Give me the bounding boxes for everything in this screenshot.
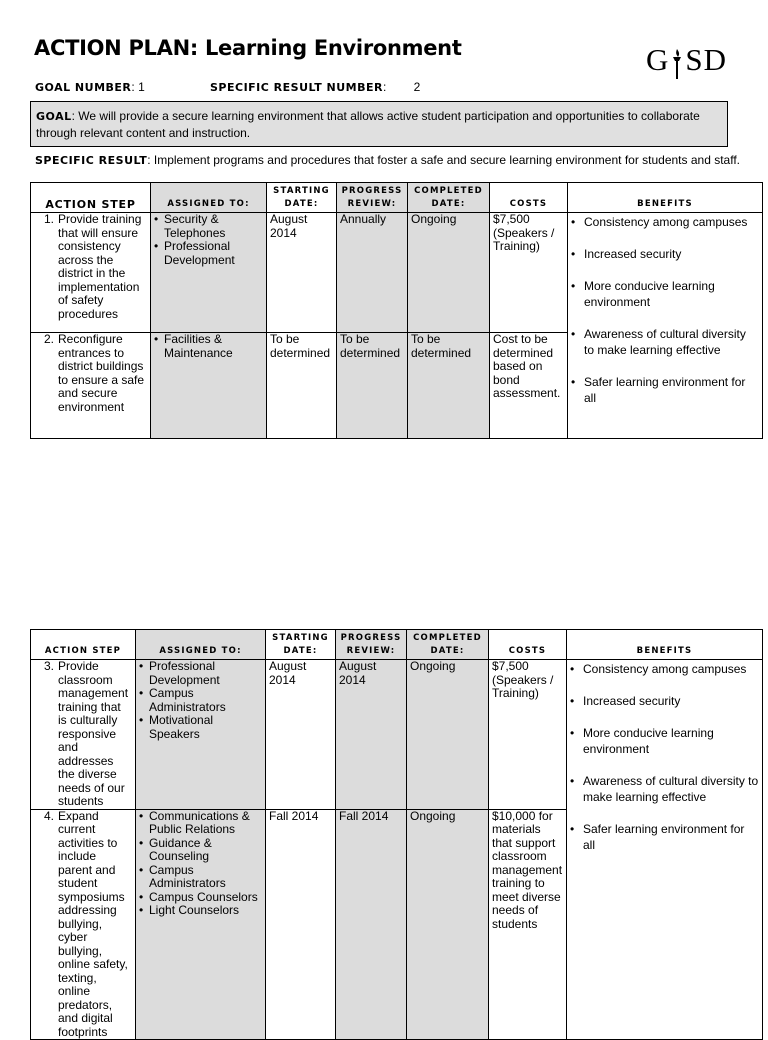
action-step-cell: 1. Provide training that will ensure consistency across the district in the implementation of safety procedures	[31, 213, 151, 333]
action-step-cell: 2. Reconfigure entrances to district buildings to ensure a safe and secure environment	[31, 333, 151, 439]
starting-cell: To be determined	[267, 333, 337, 439]
table-row	[31, 213, 763, 333]
progress-cell: Fall 2014	[336, 809, 407, 1040]
benefits-cell: • Consistency among campuses • Increased security • More conducive learning environment • Awareness of cultural diversity to make learning effective • Safer learning environment for all	[567, 660, 763, 1040]
col-action-step: ACTION STEP	[31, 183, 151, 213]
action-step-cell: 4. Expand current activities to include parent and student symposiums addressing bullying, cyber bullying, online safety, texting, online predators, and digital footprints	[31, 809, 136, 1040]
specific-result-number: SPECIFIC RESULT NUMBER: 2	[210, 80, 421, 94]
specific-result: SPECIFIC RESULT: Implement programs and procedures that foster a safe and secure learning environment for students and staff.	[35, 153, 740, 167]
torch-icon	[670, 48, 684, 78]
action-step-cell: 3. Provide classroom management training that is culturally responsive and addresses the diverse needs of our students	[31, 660, 136, 810]
completed-cell: To be determined	[408, 333, 490, 439]
gisd-logo: G SD	[646, 42, 728, 77]
col-progress-review: PROGRESS REVIEW:	[337, 183, 408, 213]
assigned-cell: • Security & Telephones • Professional Development	[151, 213, 267, 333]
completed-cell: Ongoing	[407, 809, 489, 1040]
col-completed-date: COMPLETED DATE:	[407, 630, 489, 660]
starting-cell: August 2014	[266, 660, 336, 810]
costs-cell: $10,000 for materials that support classroom management training to meet diverse needs of students	[489, 809, 567, 1040]
progress-cell: August 2014	[336, 660, 407, 810]
col-completed-date: COMPLETED DATE:	[408, 183, 490, 213]
col-assigned-to: ASSIGNED TO:	[151, 183, 267, 213]
action-table-1	[30, 182, 763, 439]
assigned-cell: • Communications & Public Relations • Guidance & Counseling • Campus Administrators • Campus Counselors • Light Counselors	[136, 809, 266, 1040]
progress-cell: Annually	[337, 213, 408, 333]
progress-cell: To be determined	[337, 333, 408, 439]
starting-cell: August 2014	[267, 213, 337, 333]
action-table-2	[30, 629, 763, 1040]
table-row	[31, 660, 763, 810]
col-costs: COSTS	[490, 183, 568, 213]
costs-cell: $7,500 (Speakers / Training)	[489, 660, 567, 810]
completed-cell: Ongoing	[407, 660, 489, 810]
col-starting-date: STARTING DATE:	[267, 183, 337, 213]
starting-cell: Fall 2014	[266, 809, 336, 1040]
col-starting-date: STARTING DATE:	[266, 630, 336, 660]
benefits-cell: • Consistency among campuses • Increased security • More conducive learning environment • Awareness of cultural diversity to make learning effective • Safer learning environment for all	[568, 213, 763, 439]
page-title: ACTION PLAN: Learning Environment	[34, 36, 462, 60]
costs-cell: Cost to be determined based on bond assessment.	[490, 333, 568, 439]
col-assigned-to: ASSIGNED TO:	[136, 630, 266, 660]
col-progress-review: PROGRESS REVIEW:	[336, 630, 407, 660]
col-benefits: BENEFITS	[568, 183, 763, 213]
assigned-cell: • Professional Development • Campus Administrators • Motivational Speakers	[136, 660, 266, 810]
assigned-cell: • Facilities & Maintenance	[151, 333, 267, 439]
col-action-step: ACTION STEP	[31, 630, 136, 660]
goal-box: GOAL: We will provide a secure learning environment that allows active student participation and opportunities to collaborate through relevant content and instruction.	[30, 101, 728, 147]
costs-cell: $7,500 (Speakers / Training)	[490, 213, 568, 333]
goal-number: GOAL NUMBER: 1	[35, 80, 145, 94]
completed-cell: Ongoing	[408, 213, 490, 333]
col-benefits: BENEFITS	[567, 630, 763, 660]
col-costs: COSTS	[489, 630, 567, 660]
